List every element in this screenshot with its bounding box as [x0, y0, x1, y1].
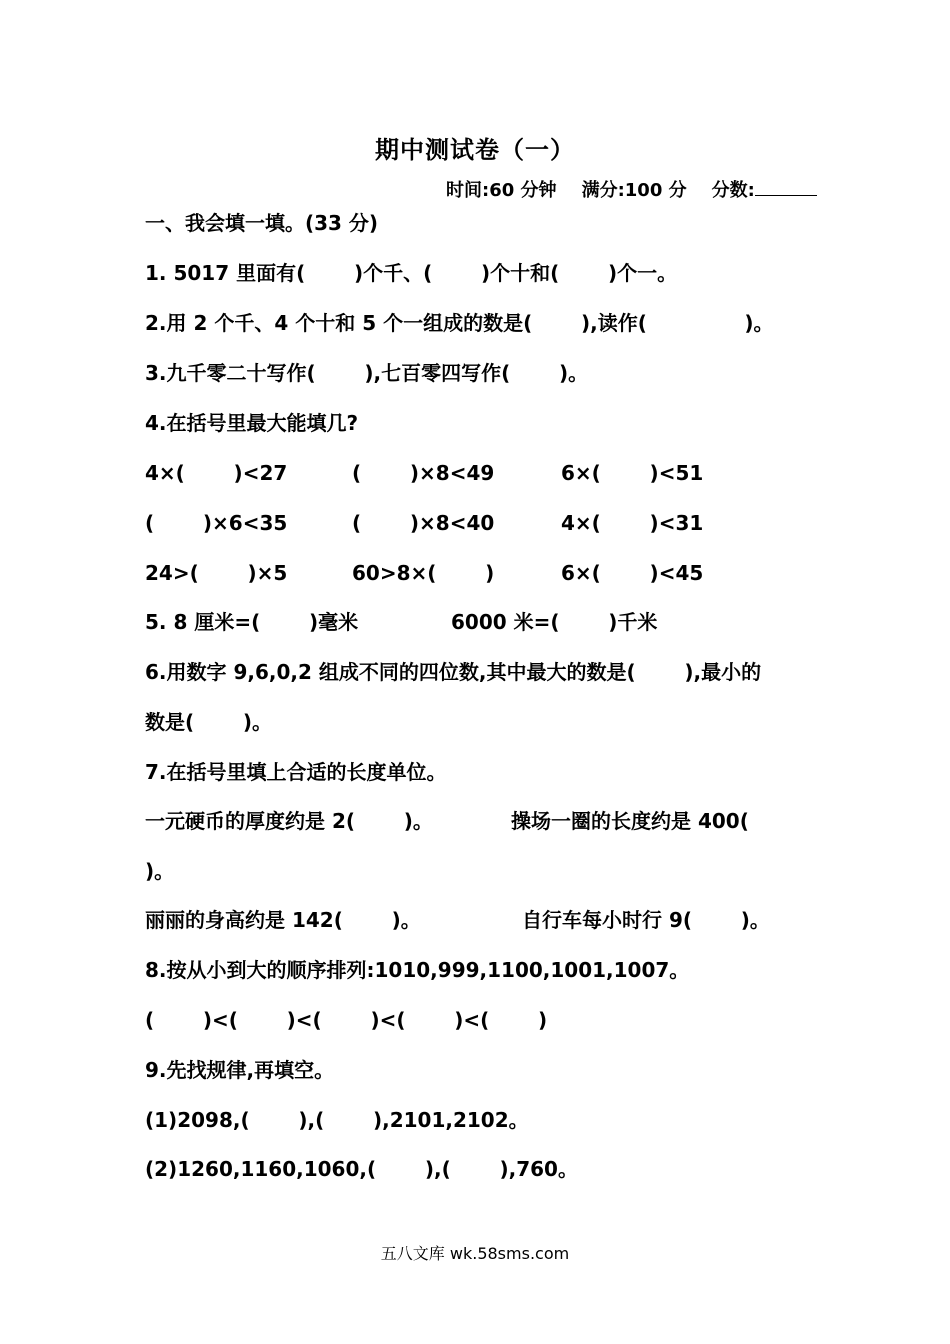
exam-meta	[446, 176, 817, 202]
section-heading: 一、我会填一填。(33 分)	[145, 211, 379, 235]
q4-row2-b: ( )×8<40	[352, 511, 495, 535]
q4-row3-b: 60>8×( )	[352, 561, 495, 585]
question-6-line1: 6.用数字 9,6,0,2 组成不同的四位数,其中最大的数是( ),最小的	[145, 660, 762, 684]
q4-row3-c: 6×( )<45	[561, 561, 704, 585]
question-9-prompt: 9.先找规律,再填空。	[145, 1058, 335, 1082]
score-blank	[755, 181, 817, 196]
q4-row3-a: 24>( )×5	[145, 561, 288, 585]
question-7-prompt: 7.在括号里填上合适的长度单位。	[145, 760, 447, 784]
question-9-part2: (2)1260,1160,1060,( ),( ),760。	[145, 1157, 578, 1181]
question-3: 3.九千零二十写作( ),七百零四写作( )。	[145, 361, 589, 385]
q4-row1-a: 4×( )<27	[145, 461, 288, 485]
q7-track: 操场一圈的长度约是 400(	[511, 809, 749, 833]
q4-row1-c: 6×( )<51	[561, 461, 704, 485]
question-5-left: 5. 8 厘米=( )毫米	[145, 610, 359, 634]
footer-watermark: 五八文库 wk.58sms.com	[380, 1244, 570, 1263]
q4-row2-c: 4×( )<31	[561, 511, 704, 535]
question-2: 2.用 2 个千、4 个十和 5 个一组成的数是( ),读作( )。	[145, 311, 774, 335]
q4-row2-a: ( )×6<35	[145, 511, 288, 535]
q4-row1-b: ( )×8<49	[352, 461, 495, 485]
question-8-blanks: ( )<( )<( )<( )<( )	[145, 1008, 548, 1032]
q7-coin: 一元硬币的厚度约是 2( )。	[145, 809, 433, 833]
q7-bicycle: 自行车每小时行 9( )。	[522, 908, 770, 932]
page-title: 期中测试卷（一）	[375, 136, 575, 164]
question-5-right: 6000 米=( )千米	[451, 610, 658, 634]
question-4-prompt: 4.在括号里最大能填几?	[145, 411, 359, 435]
q7-height: 丽丽的身高约是 142( )。	[145, 908, 421, 932]
question-1: 1. 5017 里面有( )个千、( )个十和( )个一。	[145, 261, 678, 285]
question-6-line2: 数是( )。	[145, 710, 273, 734]
q7-track-wrap: )。	[145, 859, 175, 883]
question-9-part1: (1)2098,( ),( ),2101,2102。	[145, 1108, 529, 1132]
question-8-prompt: 8.按从小到大的顺序排列:1010,999,1100,1001,1007。	[145, 958, 690, 982]
exam-meta-text: 时间:60 分钟 满分:100 分 分数:	[446, 180, 755, 201]
